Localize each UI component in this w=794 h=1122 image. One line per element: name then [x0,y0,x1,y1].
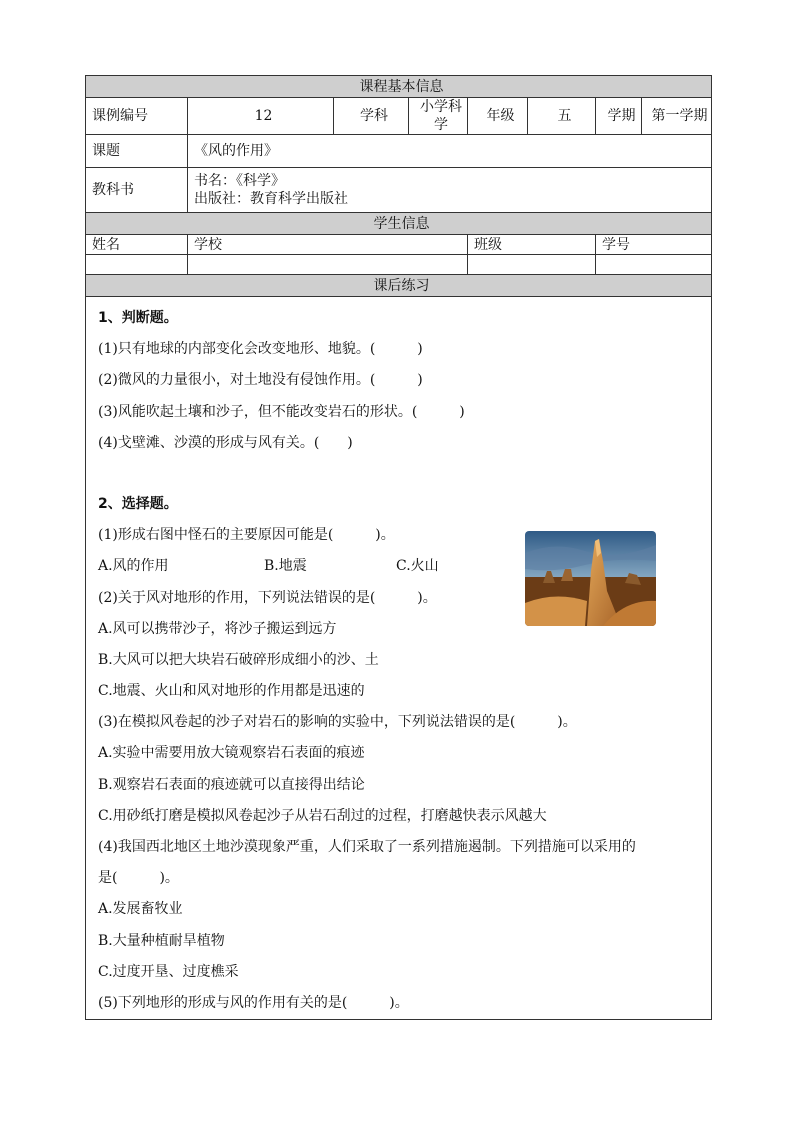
student-id-label: 学号 [596,235,712,255]
option-a: A.风的作用 [98,558,169,575]
subject-label: 学科 [334,98,409,135]
q3-option-b: B.观察岩石表面的痕迹就可以直接得出结论 [98,776,365,793]
name-label: 姓名 [86,235,188,255]
q4-option-a: A.发展畜牧业 [98,901,183,918]
section-practice: 课后练习 [86,275,712,297]
section-student-info: 学生信息 [86,213,712,235]
textbook-label: 教科书 [86,168,188,213]
topic-value: 《风的作用》 [188,135,712,168]
school-label: 学校 [188,235,468,255]
grade-value: 五 [528,98,596,135]
worksheet-table [85,75,712,1020]
subject-value: 小学科学 [409,98,468,135]
grade-label: 年级 [468,98,528,135]
case-no-value: 12 [188,98,334,135]
topic-label: 课题 [86,135,188,168]
class-label: 班级 [468,235,596,255]
section-course-info: 课程基本信息 [86,76,712,98]
judge-item-4: (4)戈壁滩、沙漠的形成与风有关。( ) [98,434,353,451]
q4-option-b: B.大量种植耐旱植物 [98,932,225,949]
textbook-value [188,168,712,213]
option-b: B.地震 [264,558,307,575]
judge-item-1: (1)只有地球的内部变化会改变地形、地貌。( ) [98,341,423,358]
q3-option-c: C.用砂纸打磨是模拟风卷起沙子从岩石刮过的过程，打磨越快表示风越大 [98,807,547,824]
question-1: (1)形成右图中怪石的主要原因可能是( )。 [98,527,395,544]
desert-rock-formation-photo [525,531,656,626]
q2-option-b: B.大风可以把大块岩石破碎形成细小的沙、土 [98,651,379,668]
q2-option-a: A.风可以携带沙子，将沙子搬运到远方 [98,620,337,637]
question-2: (2)关于风对地形的作用，下列说法错误的是( )。 [98,589,437,606]
question-3: (3)在模拟风卷起的沙子对岩石的影响的实验中，下列说法错误的是( )。 [98,714,577,731]
case-no-label: 课例编号 [86,98,188,135]
question-5: (5)下列地形的形成与风的作用有关的是( )。 [98,994,409,1011]
part2-title: 2、选择题。 [98,495,178,512]
question-4-line-1: (4)我国西北地区土地沙漠现象严重，人们采取了一系列措施遏制。下列措施可以采用的 [98,839,636,855]
judge-item-2: (2)微风的力量很小，对土地没有侵蚀作用。( ) [98,372,423,389]
part1-title: 1、判断题。 [98,310,178,326]
practice-body [86,297,712,1020]
term-label: 学期 [596,98,642,135]
option-c: C.火山 [396,558,439,575]
student-id-input-cell[interactable] [596,255,712,275]
textbook-name: 书名：《科学》 [194,173,285,189]
class-input-cell[interactable] [468,255,596,275]
judge-item-3: (3)风能吹起土壤和沙子，但不能改变岩石的形状。( ) [98,403,465,420]
school-input-cell[interactable] [188,255,468,275]
question-4-line-2: 是( )。 [98,870,179,887]
term-value: 第一学期 [642,98,712,135]
q4-option-c: C.过度开垦、过度樵采 [98,963,239,980]
name-input-cell[interactable] [86,255,188,275]
q2-option-c: C.地震、火山和风对地形的作用都是迅速的 [98,683,365,700]
textbook-publisher: 出版社：教育科学出版社 [194,191,348,207]
q3-option-a: A.实验中需要用放大镜观察岩石表面的痕迹 [98,745,365,762]
